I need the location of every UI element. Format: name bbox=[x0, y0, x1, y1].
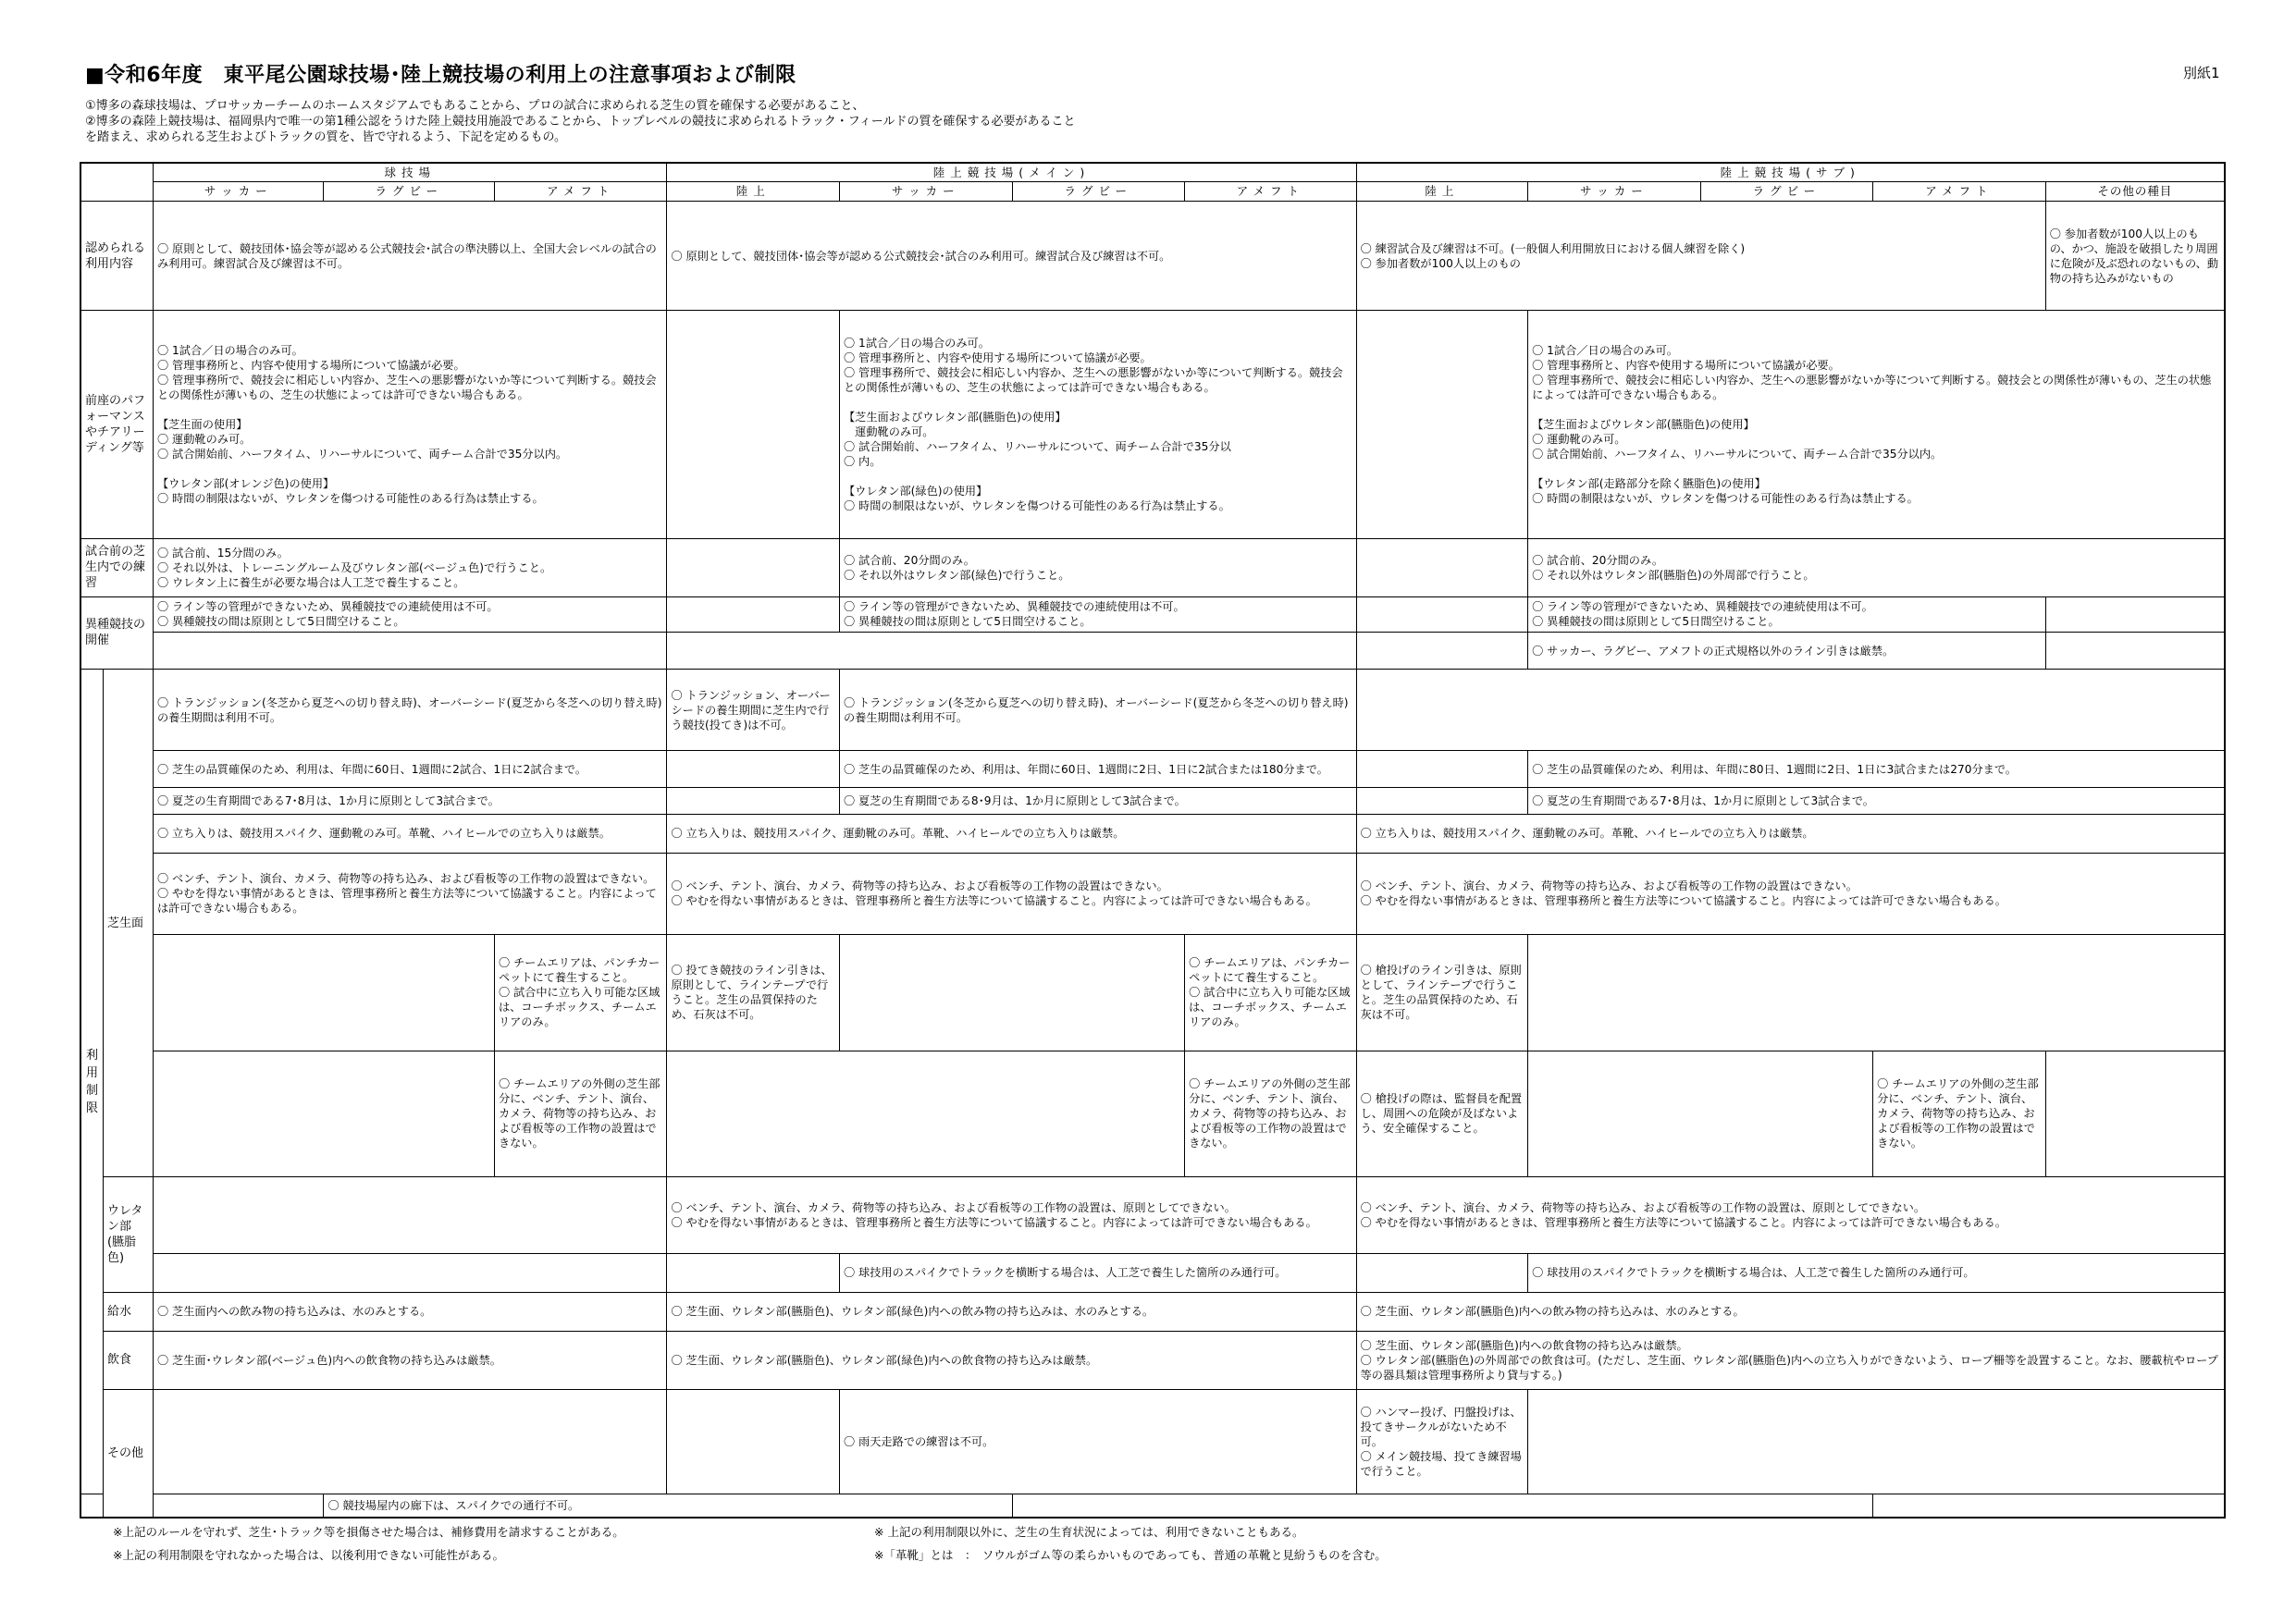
cell-turf-javelin-line-sub: 〇 槍投げのライン引きは、原則として、ラインテープで行うこと。芝生の品質保持のため、石灰は不可。 bbox=[1356, 934, 1528, 1051]
footnote-repair: ※上記のルールを守れず、芝生･トラック等を損傷させた場合は、補修費用を請求することがある。 bbox=[113, 1525, 624, 1539]
empty-cell bbox=[1356, 788, 1528, 814]
empty-cell bbox=[667, 311, 840, 539]
cell-warmup-main: 〇 試合前、20分間のみ。 〇 それ以外はウレタン部(緑色)で行うこと。 bbox=[840, 538, 1357, 596]
empty-cell bbox=[153, 633, 667, 670]
cell-turf-equipment-sub: 〇 ベンチ、テント、演台、カメラ、荷物等の持ち込み、および看板等の工作物の設置はできない。 〇 やむを得ない事情があるときは、管理事務所と養生方法等について協議すること。内容によっては許可できない場合もある。 bbox=[1356, 853, 2225, 934]
sport-header-other: その他の種目 bbox=[2045, 182, 2225, 202]
cell-turf-quality-main: 〇 芝生の品質確保のため、利用は、年間に60日、1週間に2日、1日に2試合または180分まで。 bbox=[840, 751, 1357, 788]
cell-use-stadium: 〇 原則として、競技団体･協会等が認める公式競技会･試合の準決勝以上、全国大会レベルの試合のみ利用可。練習試合及び練習は不可。 bbox=[153, 202, 667, 311]
empty-cell bbox=[153, 1389, 667, 1494]
cell-eating-sub: 〇 芝生面、ウレタン部(臙脂色)内への飲食物の持ち込みは厳禁。 〇 ウレタン部(臙脂色)の外周部での飲食は可。(ただし、芝生面、ウレタン部(臙脂色)内への立ち入りができないよう、ロープ柵等を設置すること。なお、腰載杭やロープ等の器具類は管理事務所より貸与する。) bbox=[1356, 1331, 2225, 1389]
empty-cell bbox=[1012, 1494, 1873, 1518]
sport-header-athletics: 陸上 bbox=[1356, 182, 1528, 202]
cell-water-main: 〇 芝生面、ウレタン部(臙脂色)、ウレタン部(緑色)内への飲み物の持ち込みは、水のみとする。 bbox=[667, 1292, 1356, 1331]
empty-cell bbox=[1356, 751, 1528, 788]
cell-turf-throw-line-main: 〇 投てき競技のライン引きは、原則として、ラインテープで行うこと。芝生の品質保持のため、石灰は不可。 bbox=[667, 934, 840, 1051]
row-label-urethane: ウレタン部 (臙脂色) bbox=[103, 1177, 153, 1293]
sport-header-soccer: サッカー bbox=[840, 182, 1013, 202]
cell-turf-summer-sub: 〇 夏芝の生育期間である7･8月は、1か月に原則として3試合まで。 bbox=[1528, 788, 2225, 814]
cell-other-rain-main: 〇 雨天走路での練習は不可。 bbox=[840, 1389, 1357, 1494]
cell-turf-transition-athletics: 〇 トランジッション、オーバーシードの養生期間に芝生内で行う競技(投てき)は不可。 bbox=[667, 670, 840, 751]
empty-cell bbox=[1356, 538, 1528, 596]
venue-header-main-track: 陸上競技場(メイン) bbox=[667, 163, 1356, 182]
cell-turf-outside-main-football: 〇 チームエリアの外側の芝生部分に、ベンチ、テント、演台、カメラ、荷物等の持ち込み、および看板等の工作物の設置はできない。 bbox=[1185, 1051, 1357, 1176]
intro-text bbox=[85, 98, 1075, 145]
cell-urethane-equipment-sub: 〇 ベンチ、テント、演台、カメラ、荷物等の持ち込み、および看板等の工作物の設置は、原則としてできない。 〇 やむを得ない事情があるときは、管理事務所と養生方法等について協議すること。内容によっては許可できない場合もある。 bbox=[1356, 1177, 2225, 1254]
empty-cell bbox=[667, 1389, 840, 1494]
cell-turf-transition-main: 〇 トランジッション(冬芝から夏芝への切り替え時)、オーバーシード(夏芝から冬芝への切り替え時)の養生期間は利用不可。 bbox=[840, 670, 1357, 751]
empty-cell bbox=[1356, 633, 1528, 670]
cell-perf-stadium: 〇 1試合／日の場合のみ可。 〇 管理事務所と、内容や使用する場所について協議が必要。 〇 管理事務所で、競技会に相応しい内容か、芝生への悪影響がないか等について判断する。競技会との関係性が薄いもの、芝生の状態によっては許可できない場合もある。 【芝生面の使用】 〇 運動靴のみ可。 〇 試合開始前、ハーフタイム、リハーサルについて、両チーム合計で35分以内。 【ウレタン部(オレンジ色)の使用】 〇 時間の制限はないが、ウレタンを傷つける可能性のある行為は禁止する。 bbox=[153, 311, 667, 539]
row-label-use: 認められる利用内容 bbox=[80, 202, 153, 311]
restrictions-label: 利用制限 bbox=[85, 1048, 98, 1115]
empty-cell bbox=[1356, 670, 2225, 751]
cell-turf-summer-main: 〇 夏芝の生育期間である8･9月は、1か月に原則として3試合まで。 bbox=[840, 788, 1357, 814]
empty-cell bbox=[1356, 596, 1528, 633]
row-label-restrictions bbox=[80, 670, 103, 1494]
cell-turf-shoes-main: 〇 立ち入りは、競技用スパイク、運動靴のみ可。革靴、ハイヒールでの立ち入りは厳禁。 bbox=[667, 814, 1356, 853]
empty-cell bbox=[667, 538, 840, 596]
empty-cell bbox=[153, 1253, 667, 1292]
cell-water-stadium: 〇 芝生面内への飲み物の持ち込みは、水のみとする。 bbox=[153, 1292, 667, 1331]
empty-cell bbox=[667, 1051, 1185, 1176]
page-title: ■令和6年度 東平尾公園球技場･陸上競技場の利用上の注意事項および制限 bbox=[85, 64, 796, 87]
cell-turf-summer-stadium: 〇 夏芝の生育期間である7･8月は、1か月に原則として3試合まで。 bbox=[153, 788, 667, 814]
cell-urethane-crossing-sub: 〇 球技用のスパイクでトラックを横断する場合は、人工芝で養生した箇所のみ通行可。 bbox=[1528, 1253, 2225, 1292]
empty-cell bbox=[153, 1177, 667, 1254]
cell-warmup-stadium: 〇 試合前、15分間のみ。 〇 それ以外は、トレーニングルーム及びウレタン部(ベージュ色)で行うこと。 〇 ウレタン上に養生が必要な場合は人工芝で養生すること。 bbox=[153, 538, 667, 596]
empty-cell bbox=[667, 751, 840, 788]
empty-cell bbox=[1356, 1253, 1528, 1292]
cell-mixed-sub: 〇 ライン等の管理ができないため、異種競技での連続使用は不可。 〇 異種競技の間は原則として5日間空けること。 bbox=[1528, 596, 2046, 633]
row-label-eating: 飲食 bbox=[103, 1331, 153, 1389]
cell-mixed-sub-line: 〇 サッカー、ラグビー、アメフトの正式規格以外のライン引きは厳禁。 bbox=[1528, 633, 2046, 670]
cell-turf-shoes-sub: 〇 立ち入りは、競技用スパイク、運動靴のみ可。革靴、ハイヒールでの立ち入りは厳禁。 bbox=[1356, 814, 2225, 853]
cell-perf-sub: 〇 1試合／日の場合のみ可。 〇 管理事務所と、内容や使用する場所について協議が必要。 〇 管理事務所で、競技会に相応しい内容か、芝生への悪影響がないか等について判断する。競技会との関係性が薄いもの、芝生の状態によっては許可できない場合もある。 【芝生面およびウレタン部(臙脂色)の使用】 〇 運動靴のみ可。 〇 試合開始前、ハーフタイム、リハーサルについて、両チーム合計で35分以内。 【ウレタン部(走路部分を除く臙脂色)の使用】 〇 時間の制限はないが、ウレタンを傷つける可能性のある行為は禁止する。 bbox=[1528, 311, 2225, 539]
sport-header-football: アメフト bbox=[1873, 182, 2046, 202]
cell-turf-quality-stadium: 〇 芝生の品質確保のため、利用は、年間に60日、1週間に2試合、1日に2試合まで。 bbox=[153, 751, 667, 788]
footnote-ban: ※上記の利用制限を守れなかった場合は、以後利用できない可能性がある。 bbox=[113, 1548, 504, 1562]
cell-use-main: 〇 原則として、競技団体･協会等が認める公式競技会･試合のみ利用可。練習試合及び練習は不可。 bbox=[667, 202, 1356, 311]
empty-cell bbox=[80, 1494, 324, 1518]
venue-header-stadium: 球技場 bbox=[153, 163, 667, 182]
cell-other-hammer-sub: 〇 ハンマー投げ、円盤投げは、投てきサークルがないため不可。 〇 メイン競技場、投てき練習場で行うこと。 bbox=[1356, 1389, 1528, 1494]
sport-header-rugby: ラグビー bbox=[1012, 182, 1185, 202]
sport-header-football: アメフト bbox=[494, 182, 667, 202]
empty-cell bbox=[667, 633, 1356, 670]
empty-cell bbox=[153, 934, 494, 1051]
rules-table bbox=[80, 162, 2226, 1518]
annex-label: 別紙1 bbox=[2183, 65, 2220, 81]
intro-line: ②博多の森陸上競技場は、福岡県内で唯一の第1種公認をうけた陸上競技用施設であることから、トップレベルの競技に求められるトラック・フィールドの質を確保する必要があること bbox=[85, 115, 1076, 129]
empty-cell bbox=[1356, 311, 1528, 539]
cell-turf-equipment-main: 〇 ベンチ、テント、演台、カメラ、荷物等の持ち込み、および看板等の工作物の設置はできない。 〇 やむを得ない事情があるときは、管理事務所と養生方法等について協議すること。内容によっては許可できない場合もある。 bbox=[667, 853, 1356, 934]
empty-cell bbox=[1528, 1051, 1873, 1176]
sport-header-soccer: サッカー bbox=[153, 182, 323, 202]
cell-turf-javelin-safety-sub: 〇 槍投げの際は、監督員を配置し、周囲への危険が及ばないよう、安全確保すること。 bbox=[1356, 1051, 1528, 1176]
empty-cell bbox=[1528, 1389, 2225, 1494]
empty-cell bbox=[2045, 1051, 2225, 1176]
cell-turf-teamarea-stadium-football: 〇 チームエリアは、パンチカーペットにて養生すること。 〇 試合中に立ち入り可能な区域は、コーチボックス、チームエリアのみ。 bbox=[494, 934, 667, 1051]
cell-turf-teamarea-main-football: 〇 チームエリアは、パンチカーペットにて養生すること。 〇 試合中に立ち入り可能な区域は、コーチボックス、チームエリアのみ。 bbox=[1185, 934, 1357, 1051]
row-label-performance: 前座のパフォーマンスやチアリーディング等 bbox=[80, 311, 153, 539]
cell-turf-outside-sub-football: 〇 チームエリアの外側の芝生部分に、ベンチ、テント、演台、カメラ、荷物等の持ち込み、および看板等の工作物の設置はできない。 bbox=[1873, 1051, 2046, 1176]
empty-cell bbox=[2045, 596, 2225, 633]
empty-cell bbox=[667, 1253, 840, 1292]
sport-header-rugby: ラグビー bbox=[324, 182, 494, 202]
cell-water-sub: 〇 芝生面、ウレタン部(臙脂色)内への飲み物の持ち込みは、水のみとする。 bbox=[1356, 1292, 2225, 1331]
footnote-shoes: ※「革靴」とは ： ソウルがゴム等の柔らかいものであっても、普通の革靴と見紛うものを含む。 bbox=[874, 1548, 1387, 1562]
empty-cell bbox=[667, 596, 840, 633]
venue-header-sub-track: 陸上競技場(サブ) bbox=[1356, 163, 2225, 182]
row-label-turf: 芝生面 bbox=[103, 670, 153, 1177]
cell-turf-quality-sub: 〇 芝生の品質確保のため、利用は、年間に80日、1週間に2日、1日に3試合または270分まで。 bbox=[1528, 751, 2225, 788]
empty-cell bbox=[153, 1051, 494, 1176]
row-label-other: その他 bbox=[103, 1389, 153, 1518]
cell-turf-outside-stadium-football: 〇 チームエリアの外側の芝生部分に、ベンチ、テント、演台、カメラ、荷物等の持ち込み、および看板等の工作物の設置はできない。 bbox=[494, 1051, 667, 1176]
sport-header-athletics: 陸上 bbox=[667, 182, 840, 202]
empty-cell bbox=[840, 934, 1185, 1051]
cell-perf-main: 〇 1試合／日の場合のみ可。 〇 管理事務所と、内容や使用する場所について協議が必要。 〇 管理事務所で、競技会に相応しい内容か、芝生への悪影響がないか等について判断する。競技会との関係性が薄いもの、芝生の状態によっては許可できない場合もある。 【芝生面およびウレタン部(臙脂色)の使用】 運動靴のみ可。 〇 試合開始前、ハーフタイム、リハーサルについて、両チーム合計で35分以 〇 内。 【ウレタン部(緑色)の使用】 〇 時間の制限はないが、ウレタンを傷つける可能性のある行為は禁止する。 bbox=[840, 311, 1357, 539]
cell-other-corridor-main: 〇 競技場屋内の廊下は、スパイクでの通行不可。 bbox=[324, 1494, 1012, 1518]
row-label-warmup: 試合前の芝生内での練習 bbox=[80, 538, 153, 596]
intro-line: ①博多の森球技場は、プロサッカーチームのホームスタジアムでもあることから、プロの試合に求められる芝生の質を確保する必要があること、 bbox=[85, 99, 865, 113]
footnote-growth: ※ 上記の利用制限以外に、芝生の生育状況によっては、利用できないこともある。 bbox=[874, 1525, 1304, 1539]
cell-turf-shoes-stadium: 〇 立ち入りは、競技用スパイク、運動靴のみ可。革靴、ハイヒールでの立ち入りは厳禁。 bbox=[153, 814, 667, 853]
sport-header-football: アメフト bbox=[1185, 182, 1357, 202]
header-corner bbox=[80, 163, 153, 202]
empty-cell bbox=[667, 788, 840, 814]
cell-mixed-main: 〇 ライン等の管理ができないため、異種競技での連続使用は不可。 〇 異種競技の間は原則として5日間空けること。 bbox=[840, 596, 1357, 633]
sport-header-rugby: ラグビー bbox=[1700, 182, 1873, 202]
cell-urethane-crossing-main: 〇 球技用のスパイクでトラックを横断する場合は、人工芝で養生した箇所のみ通行可。 bbox=[840, 1253, 1357, 1292]
cell-mixed-stadium: 〇 ライン等の管理ができないため、異種競技での連続使用は不可。 〇 異種競技の間は原則として5日間空けること。 bbox=[153, 596, 667, 633]
empty-cell bbox=[2045, 633, 2225, 670]
cell-turf-equipment-stadium: 〇 ベンチ、テント、演台、カメラ、荷物等の持ち込み、および看板等の工作物の設置はできない。 〇 やむを得ない事情があるときは、管理事務所と養生方法等について協議すること。内容によっては許可できない場合もある。 bbox=[153, 853, 667, 934]
empty-cell bbox=[1528, 934, 2225, 1051]
intro-line: を踏まえ、求められる芝生およびトラックの質を、皆で守れるよう、下記を定めるもの。 bbox=[85, 130, 567, 144]
sport-header-soccer: サッカー bbox=[1528, 182, 1701, 202]
cell-eating-main: 〇 芝生面、ウレタン部(臙脂色)、ウレタン部(緑色)内への飲食物の持ち込みは厳禁。 bbox=[667, 1331, 1356, 1389]
cell-urethane-equipment-main: 〇 ベンチ、テント、演台、カメラ、荷物等の持ち込み、および看板等の工作物の設置は、原則としてできない。 〇 やむを得ない事情があるときは、管理事務所と養生方法等について協議すること。内容によっては許可できない場合もある。 bbox=[667, 1177, 1356, 1254]
cell-use-sub: 〇 練習試合及び練習は不可。(一般個人利用開放日における個人練習を除く) 〇 参加者数が100人以上のもの bbox=[1356, 202, 2045, 311]
row-label-water: 給水 bbox=[103, 1292, 153, 1331]
row-label-mixed: 異種競技の開催 bbox=[80, 596, 153, 670]
cell-eating-stadium: 〇 芝生面･ウレタン部(ベージュ色)内への飲食物の持ち込みは厳禁。 bbox=[153, 1331, 667, 1389]
cell-use-sub-other: 〇 参加者数が100人以上のもの、かつ、施設を破損したり周囲に危険が及ぶ恐れのないもの、動物の持ち込みがないもの bbox=[2045, 202, 2225, 311]
cell-turf-transition-stadium: 〇 トランジッション(冬芝から夏芝への切り替え時)、オーバーシード(夏芝から冬芝への切り替え時)の養生期間は利用不可。 bbox=[153, 670, 667, 751]
cell-warmup-sub: 〇 試合前、20分間のみ。 〇 それ以外はウレタン部(臙脂色)の外周部で行うこと。 bbox=[1528, 538, 2225, 596]
